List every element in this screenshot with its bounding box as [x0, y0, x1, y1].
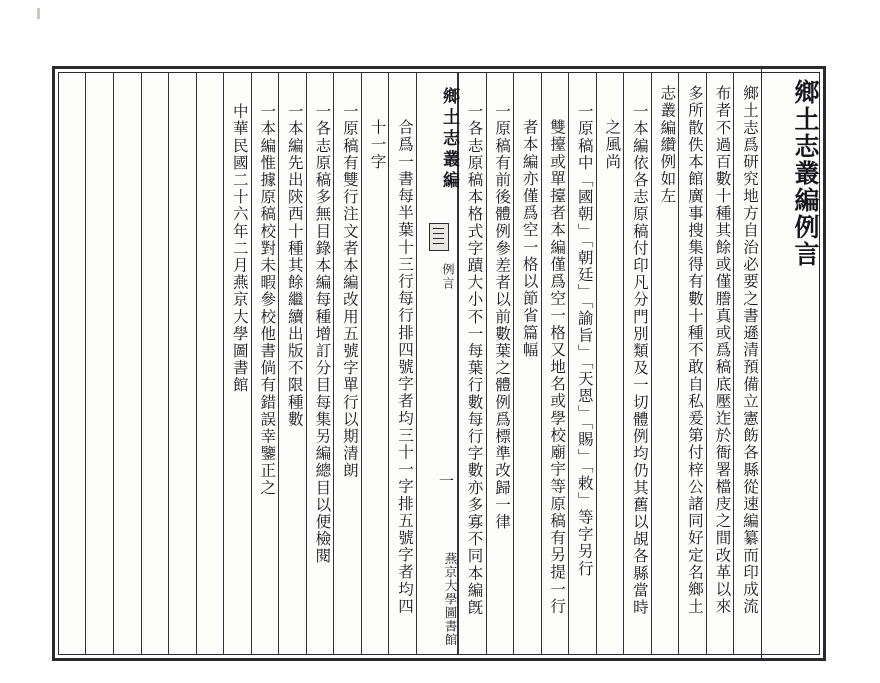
fold-mark-icon: [429, 223, 449, 251]
text-column: [141, 73, 169, 654]
text-column: [678, 73, 706, 654]
column-text: [59, 85, 86, 648]
text-column: [388, 73, 416, 654]
text-column: [59, 73, 86, 654]
page-number: 一: [436, 473, 455, 488]
column-text: 十一字: [368, 119, 387, 171]
text-column: [333, 73, 361, 654]
column-text: 一各志原稿多無目錄本編每種增訂分目每集另編總目以便檢閱: [313, 103, 332, 565]
text-column: [623, 73, 651, 654]
column-text: 一本編先出陝西十種其餘繼續出版不限種數: [285, 103, 304, 428]
column-text: 一本編惟據原稿校對未暇參校他書倘有錯誤幸鑒正之: [258, 103, 277, 497]
text-column: [168, 73, 196, 654]
column-text: 雙擡或單擡者本編僅爲空一格又地名或學校廟宇等原稿有另提一行: [548, 119, 567, 615]
page-frame: [52, 66, 826, 661]
column-text: 者本編亦僅爲空一格以節省篇幅: [520, 119, 539, 359]
column-text: 合爲一書每半葉十三行每行排四號字者均三十一字排五號字者均四: [395, 119, 414, 615]
column-text: 多所散佚本館廣事搜集得有數十種不敢自私爰第付梓公諸同好定名鄉土: [685, 85, 704, 616]
column-text: 之風尚: [603, 119, 622, 171]
column-text: 志叢編纘例如左: [658, 85, 677, 205]
text-column: [361, 73, 389, 654]
title-band: [761, 69, 827, 658]
text-column: [513, 73, 541, 654]
running-title: 鄉土志叢編: [438, 87, 459, 192]
column-text: 中華民國二十六年二月燕京大學圖書館: [230, 103, 249, 394]
text-column: [306, 73, 334, 654]
text-column: [596, 73, 624, 654]
text-column: [458, 73, 486, 654]
text-column: [85, 73, 113, 654]
column-text: 一原稿中「國朝」「朝廷」「諭旨」「天恩」「賜」「敕」等字另行: [575, 103, 594, 578]
scan-speck: [37, 8, 40, 19]
column-text: 一本編依各志原稿付印凡分門別類及一切體例均仍其舊以覘各縣當時: [630, 103, 649, 616]
library-imprint: 燕京大學圖書館: [442, 551, 458, 646]
column-text: [86, 85, 113, 648]
text-column: [251, 73, 279, 654]
column-text: 布者不過百數十種其餘或僅謄真或爲稿底壓迮於衙署檔庋之間改革以來: [713, 85, 732, 616]
column-text: 鄉土志爲研究地方自治必要之書遜清預備立憲飭各縣從速編纂而印成流: [741, 85, 759, 616]
text-column: [486, 73, 514, 654]
text-column: [568, 73, 596, 654]
text-column: [113, 73, 141, 654]
title-divider-rule: [761, 69, 762, 658]
text-column: [706, 73, 734, 654]
text-column: [278, 73, 306, 654]
text-column: [196, 73, 224, 654]
text-column: [541, 73, 569, 654]
column-text: 一原稿有雙行注文者本編改用五號字單行以期清朗: [340, 103, 359, 480]
column-text: 一原稿有前後體例參差者以前數葉之體例爲標準改歸一律: [493, 103, 512, 531]
text-column: [733, 73, 761, 654]
text-column: [651, 73, 679, 654]
running-subtitle: 例言: [440, 263, 455, 291]
center-fold-banxin: [416, 73, 458, 654]
text-columns: [59, 73, 761, 654]
column-text: [114, 85, 141, 648]
column-text: [197, 85, 224, 648]
column-text: [169, 85, 196, 648]
page-title: 鄉土志叢編例言: [791, 79, 820, 268]
column-text: 一各志原稿本格式字蹟大小不一每葉行數每行字數亦多寡不同本編旣: [465, 103, 484, 616]
text-column: [223, 73, 251, 654]
column-text: [142, 85, 169, 648]
